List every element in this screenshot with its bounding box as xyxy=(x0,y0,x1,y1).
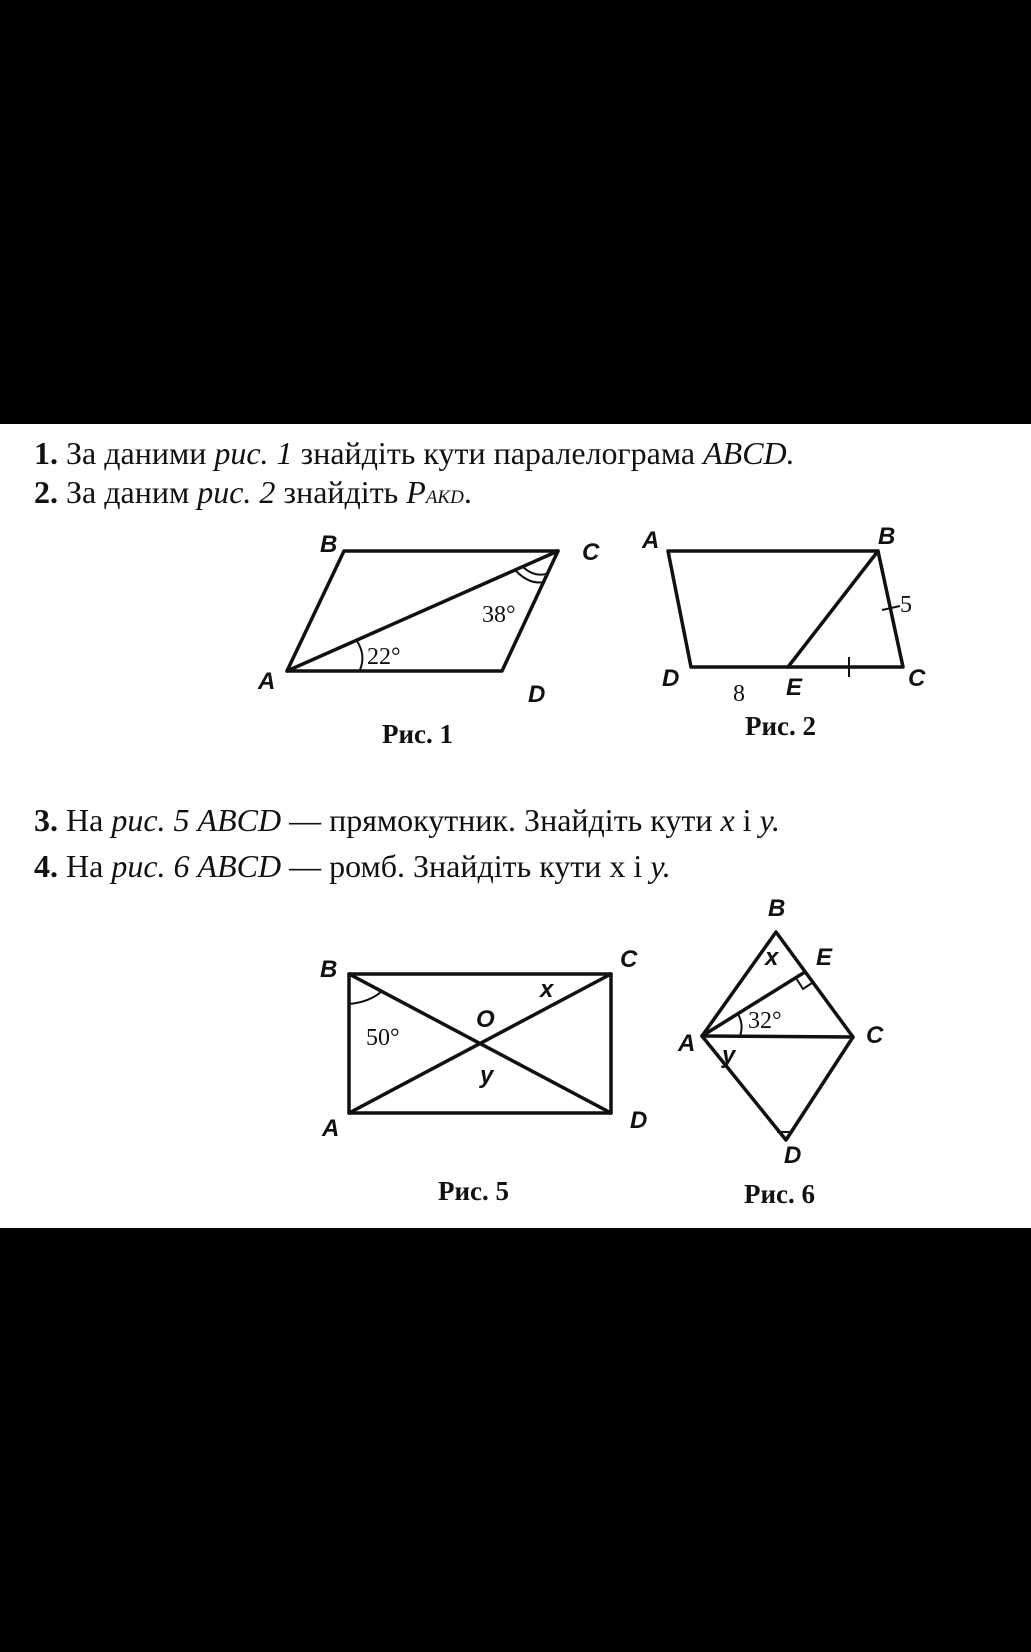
task-number: 2. xyxy=(34,474,58,510)
label-d: D xyxy=(662,665,680,692)
label-o: O xyxy=(476,1006,495,1033)
task-text: знайдіть xyxy=(283,474,399,510)
task-number: 3. xyxy=(34,802,58,838)
angle-32-label: 32° xyxy=(748,1008,782,1034)
task-number: 4. xyxy=(34,848,58,884)
figure-1-caption: Рис. 1 xyxy=(382,719,454,749)
label-d: D xyxy=(630,1107,648,1134)
angle-38-label: 38° xyxy=(482,602,516,628)
variable-x: x xyxy=(720,802,735,838)
label-e: E xyxy=(786,674,803,701)
angle-arc-a xyxy=(357,641,362,670)
task-text: За даними xyxy=(66,435,207,471)
task-text: — прямокутник. Знайдіть кути xyxy=(289,802,713,838)
label-b: B xyxy=(768,895,786,922)
label-c: C xyxy=(620,946,638,973)
angle-x-label: x xyxy=(765,944,779,971)
parallelogram-outline xyxy=(668,551,903,667)
label-a: A xyxy=(642,527,660,554)
task-text: і xyxy=(742,802,752,838)
side-bc-label: 5 xyxy=(900,592,912,618)
label-b: B xyxy=(320,531,338,558)
angle-22-label: 22° xyxy=(367,644,401,670)
figure-1-parallelogram xyxy=(257,531,600,749)
task-text: На xyxy=(66,802,104,838)
diagonal-ac xyxy=(702,1036,853,1037)
angle-y-label: y xyxy=(722,1042,736,1069)
diagonal-ac xyxy=(287,551,558,671)
figure-name: ABCD. xyxy=(703,435,795,471)
figure-2-caption: Рис. 2 xyxy=(745,711,817,741)
angle-50-label: 50° xyxy=(366,1025,400,1051)
figure-6-caption: Рис. 6 xyxy=(744,1179,816,1209)
variable-y: y. xyxy=(650,848,671,884)
figure-ref: рис. 2 xyxy=(197,474,276,510)
angle-arc-b xyxy=(349,991,382,1004)
task-text: На xyxy=(66,848,104,884)
label-c: C xyxy=(582,539,600,566)
label-d: D xyxy=(528,681,546,708)
task-text: . xyxy=(463,474,472,510)
label-e: E xyxy=(816,944,833,971)
label-a: A xyxy=(678,1030,696,1057)
angle-arc-32 xyxy=(738,1014,742,1036)
perimeter-symbol: P xyxy=(406,474,426,510)
label-c: C xyxy=(908,665,926,692)
figure-ref: рис. 6 ABCD xyxy=(111,848,282,884)
side-de-label: 8 xyxy=(733,681,745,707)
figure-5-rectangle xyxy=(320,946,647,1206)
task-text: знайдіть кути паралелограма xyxy=(300,435,696,471)
figure-2-parallelogram xyxy=(641,523,926,741)
task-number: 1. xyxy=(34,435,58,471)
segment-be xyxy=(788,551,878,667)
label-b: B xyxy=(878,523,896,550)
label-d: D xyxy=(784,1142,802,1169)
figure-ref: рис. 5 ABCD xyxy=(111,802,282,838)
label-c: C xyxy=(866,1022,884,1049)
variable-y: y. xyxy=(759,802,780,838)
task-text: За даним xyxy=(66,474,190,510)
label-a: A xyxy=(258,668,276,695)
perimeter-subscript: AKD xyxy=(425,487,464,508)
figure-ref: рис. 1 xyxy=(214,435,293,471)
angle-x-label: x xyxy=(540,976,554,1003)
angle-arc-c-inner xyxy=(522,566,546,575)
figure-5-caption: Рис. 5 xyxy=(438,1176,510,1206)
task-text: — ромб. Знайдіть кути х і xyxy=(289,848,643,884)
angle-y-label: y xyxy=(480,1062,494,1089)
figure-6-rhombus xyxy=(677,895,884,1209)
label-a: A xyxy=(322,1115,340,1142)
label-b: B xyxy=(320,956,338,983)
